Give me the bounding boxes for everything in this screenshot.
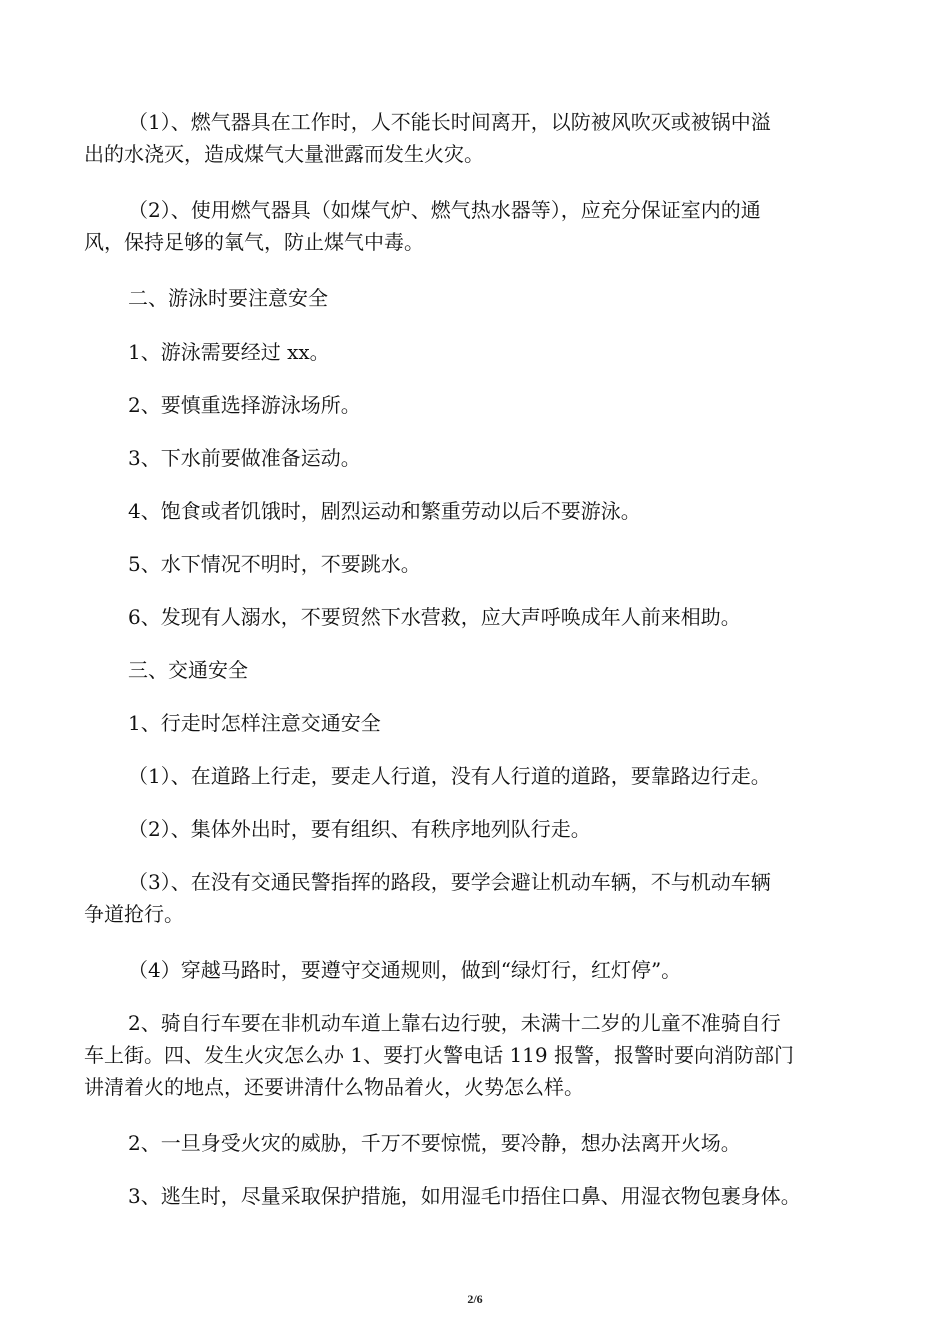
paragraph-swim-6 — [84, 601, 874, 633]
text-line: （4）穿越马路时，要遵守交通规则，做到“绿灯行，红灯停”。 — [128, 958, 682, 982]
text-line: 争道抢行。 — [84, 902, 184, 926]
paragraph-fire-3 — [84, 1180, 874, 1212]
paragraph-walking-1 — [84, 760, 874, 792]
paragraph-walking-3 — [84, 866, 874, 930]
text-line: 1、游泳需要经过 xx。 — [128, 340, 330, 364]
text-line: 6、发现有人溺水，不要贸然下水营救，应大声呼唤成年人前来相助。 — [128, 605, 741, 629]
paragraph-fire-2 — [84, 1127, 874, 1159]
text-line: 2、骑自行车要在非机动车道上靠右边行驶，未满十二岁的儿童不准骑自行 — [128, 1011, 781, 1035]
text-line: 讲清着火的地点，还要讲清什么物品着火，火势怎么样。 — [84, 1075, 584, 1099]
text-line: 出的水浇灭，造成煤气大量泄露而发生火灾。 — [84, 142, 484, 166]
paragraph-gas-appliance-1 — [84, 106, 874, 170]
heading-traffic-safety — [84, 654, 874, 686]
paragraph-swim-4 — [84, 495, 874, 527]
text-line: 5、水下情况不明时，不要跳水。 — [128, 552, 421, 576]
page-number: 2/6 — [467, 1292, 483, 1306]
paragraph-gas-appliance-2 — [84, 194, 874, 258]
text-line: 4、饱食或者饥饿时，剧烈运动和繁重劳动以后不要游泳。 — [128, 499, 641, 523]
paragraph-swim-2 — [84, 389, 874, 421]
text-line: 1、行走时怎样注意交通安全 — [128, 711, 381, 735]
text-line: （2）、集体外出时，要有组织、有秩序地列队行走。 — [128, 817, 591, 841]
paragraph-walking-safety — [84, 707, 874, 739]
paragraph-walking-2 — [84, 813, 874, 845]
text-line: 3、逃生时，尽量采取保护措施，如用湿毛巾捂住口鼻、用湿衣物包裹身体。 — [128, 1184, 801, 1208]
text-line: （1）、燃气器具在工作时，人不能长时间离开，以防被风吹灭或被锅中溢 — [128, 110, 771, 134]
paragraph-swim-3 — [84, 442, 874, 474]
paragraph-swim-1 — [84, 336, 874, 368]
text-line: 二、游泳时要注意安全 — [128, 286, 328, 310]
paragraph-bicycle-fire — [84, 1007, 874, 1103]
text-line: （1）、在道路上行走，要走人行道，没有人行道的道路，要靠路边行走。 — [128, 764, 771, 788]
text-line: 三、交通安全 — [128, 658, 248, 682]
paragraph-swim-5 — [84, 548, 874, 580]
text-line: （2）、使用燃气器具（如煤气炉、燃气热水器等），应充分保证室内的通 — [128, 198, 761, 222]
text-line: （3）、在没有交通民警指挥的路段，要学会避让机动车辆，不与机动车辆 — [128, 870, 771, 894]
text-line: 2、要慎重选择游泳场所。 — [128, 393, 361, 417]
text-line: 3、下水前要做准备运动。 — [128, 446, 361, 470]
text-line: 风，保持足够的氧气，防止煤气中毒。 — [84, 230, 424, 254]
paragraph-walking-4 — [84, 954, 874, 986]
text-line: 2、一旦身受火灾的威胁，千万不要惊慌，要冷静，想办法离开火场。 — [128, 1131, 741, 1155]
heading-swimming-safety — [84, 282, 874, 314]
text-line: 车上街。四、发生火灾怎么办 1、要打火警电话 119 报警，报警时要向消防部门 — [84, 1043, 794, 1067]
